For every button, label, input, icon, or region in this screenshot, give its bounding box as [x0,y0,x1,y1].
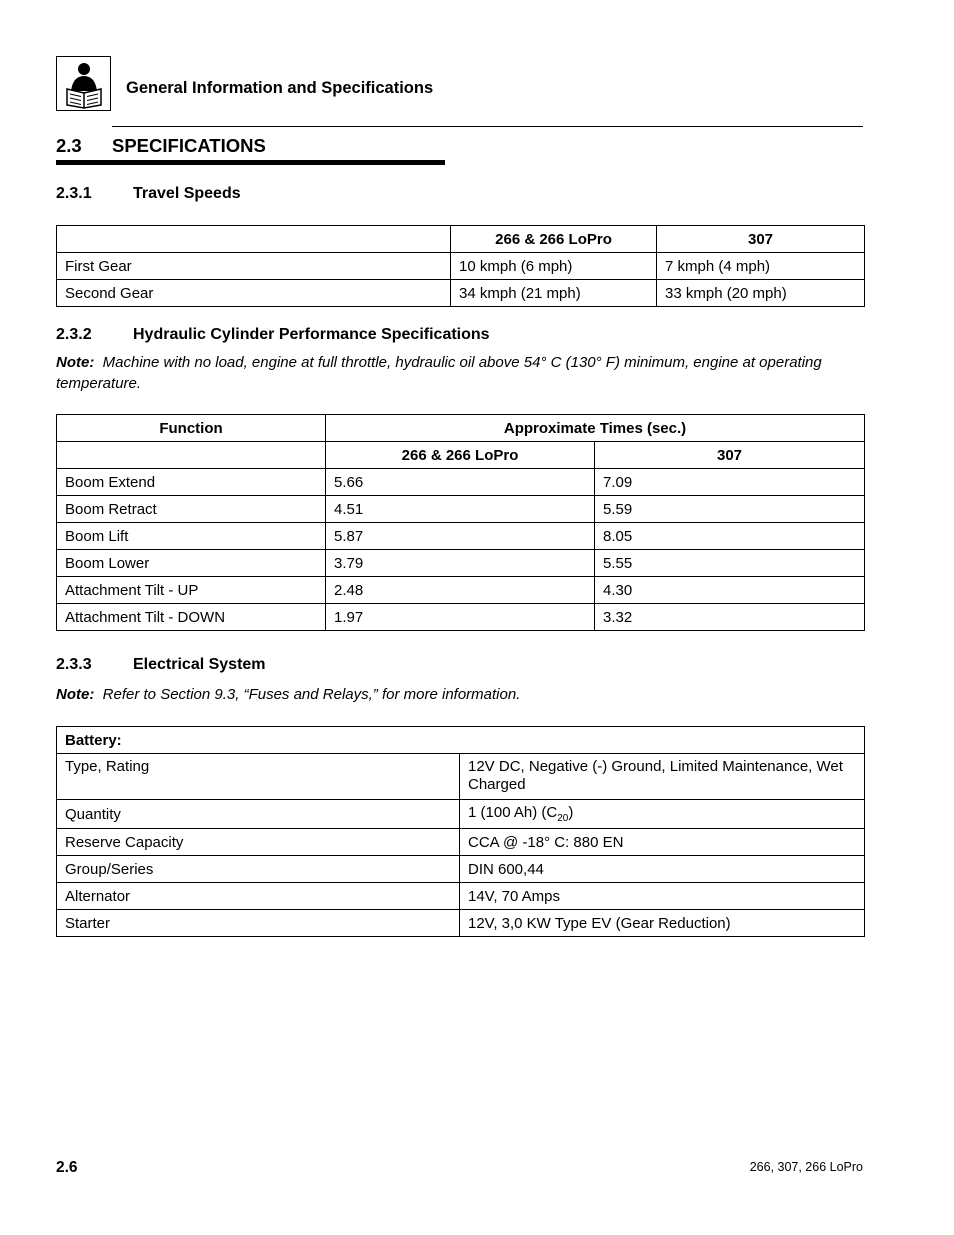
table-cell: Attachment Tilt - DOWN [57,604,326,631]
table-header-row [57,442,865,469]
table-cell: 12V, 3,0 KW Type EV (Gear Reduction) [460,910,865,937]
table-cell: 5.55 [595,550,865,577]
table-row [57,577,865,604]
model-a-header: 266 & 266 LoPro [326,442,595,469]
hydraulic-note [56,352,864,394]
table-cell: 34 kmph (21 mph) [451,280,657,307]
table-cell: 3.79 [326,550,595,577]
manual-reader-logo [56,56,111,111]
quantity-subscript: 20 [557,813,569,824]
table-row [57,800,865,829]
table-cell: Boom Lower [57,550,326,577]
section-title: SPECIFICATIONS [112,135,266,156]
table-row [57,496,865,523]
table-row [57,469,865,496]
table-row [57,280,865,307]
table-cell: Type, Rating [57,754,460,800]
table-row [57,604,865,631]
function-header: Function [57,415,326,442]
section-number: 2.3 [56,135,82,156]
table-cell [460,800,865,829]
hydraulic-section-title: Hydraulic Cylinder Performance Specifications [133,326,490,343]
table-row [57,910,865,937]
table-cell: 5.66 [326,469,595,496]
note-label: Note: [56,354,95,371]
table-cell: First Gear [57,253,451,280]
table-cell: 4.51 [326,496,595,523]
table-cell: 3.32 [595,604,865,631]
table-cell: Boom Extend [57,469,326,496]
model-list: 266, 307, 266 LoPro [749,1160,863,1174]
table-header-cell: 307 [657,226,865,253]
table-row [57,253,865,280]
table-header-row [57,727,865,754]
note-label: Note: [56,686,95,703]
table-cell: 2.48 [326,577,595,604]
table-cell: Starter [57,910,460,937]
table-cell: 14V, 70 Amps [460,883,865,910]
table-cell: 7.09 [595,469,865,496]
table-header-row [57,415,865,442]
table-cell: Group/Series [57,856,460,883]
table-row [57,883,865,910]
reading-person-icon [57,57,110,110]
table-header-cell [57,442,326,469]
quantity-value: 1 (100 Ah) (C [468,804,558,821]
note-text: Refer to Section 9.3, “Fuses and Relays,” for more information. [102,686,521,703]
electrical-note [56,684,864,705]
table-cell: 4.30 [595,577,865,604]
electrical-section-number: 2.3.3 [56,656,92,673]
table-cell: CCA @ -18° C: 880 EN [460,829,865,856]
table-cell: Boom Lift [57,523,326,550]
table-cell: Attachment Tilt - UP [57,577,326,604]
table-cell: 8.05 [595,523,865,550]
table-cell: 7 kmph (4 mph) [657,253,865,280]
table-cell: Reserve Capacity [57,829,460,856]
table-row [57,856,865,883]
table-header-cell [57,226,451,253]
table-cell: 10 kmph (6 mph) [451,253,657,280]
page-number: 2.6 [56,1159,78,1176]
table-cell: DIN 600,44 [460,856,865,883]
hydraulic-section-number: 2.3.2 [56,326,92,343]
table-header-row [57,226,865,253]
hydraulic-times-table [56,414,865,631]
table-cell: 33 kmph (20 mph) [657,280,865,307]
electrical-section-title: Electrical System [133,656,266,673]
table-cell: Second Gear [57,280,451,307]
table-cell: Boom Retract [57,496,326,523]
table-cell: 1.97 [326,604,595,631]
note-text: Machine with no load, engine at full throttle, hydraulic oil above 54° C (130° F) minimum, engine at operating temperature. [56,354,822,392]
header-title: General Information and Specifications [126,79,434,97]
table-cell: 5.87 [326,523,595,550]
header-divider [112,126,863,127]
table-cell: 12V DC, Negative (-) Ground, Limited Maintenance, Wet Charged [460,754,865,800]
travel-section-title: Travel Speeds [133,185,241,202]
battery-header: Battery: [57,727,865,754]
table-row [57,550,865,577]
model-b-header: 307 [595,442,865,469]
travel-section-number: 2.3.1 [56,185,92,202]
table-row [57,754,865,800]
table-cell: Quantity [57,800,460,829]
electrical-system-table [56,726,865,937]
section-underline [56,160,445,165]
approx-times-header: Approximate Times (sec.) [326,415,865,442]
table-row [57,523,865,550]
table-header-cell: 266 & 266 LoPro [451,226,657,253]
table-row [57,829,865,856]
table-cell: Alternator [57,883,460,910]
quantity-close: ) [568,804,574,821]
table-cell: 5.59 [595,496,865,523]
travel-speeds-table [56,225,865,307]
